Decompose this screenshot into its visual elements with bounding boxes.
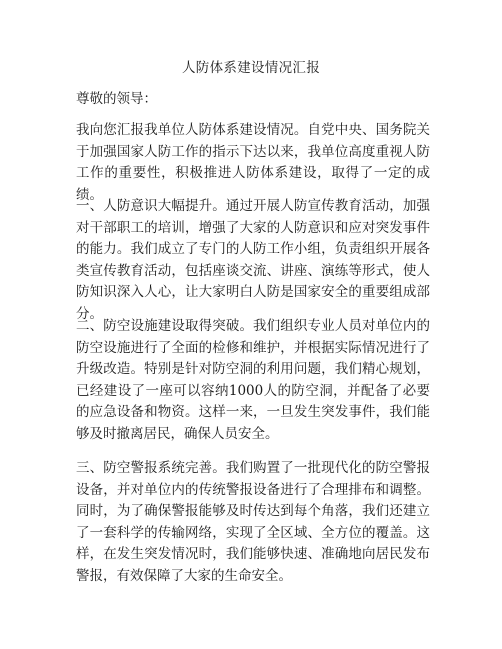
- document-title: 人防体系建设情况汇报: [182, 60, 320, 76]
- salutation: 尊敬的领导：: [76, 91, 157, 107]
- paragraph-alarm-system: 三、防空警报系统完善。我们购置了一批现代化的防空警报设备，并对单位内的传统警报设备进行了合理排布和调整。同时，为了确保警报能够及时传达到每个角落，我们还建立了一套科学的传输网络，实现了全区域、全方位的覆盖。这样，在发生突发情况时，我们能够快速、准确地向居民发布警报，有效保障了大家的生命安全。: [76, 460, 430, 584]
- paragraph-intro: 我向您汇报我单位人防体系建设情况。自党中央、国务院关于加强国家人防工作的指示下达以来，我单位高度重视人防工作的重要性，积极推进人防体系建设，取得了一定的成绩。: [76, 122, 430, 203]
- paragraph-facilities: 二、防空设施建设取得突破。我们组织专业人员对单位内的防空设施进行了全面的检修和维护，并根据实际情况进行了升级改造。特别是针对防空洞的利用问题，我们精心规划，已经建设了一座可以容纳1000人的防空洞，并配备了必要的应急设备和物资。这样一来，一旦发生突发事件，我们能够及时撤离居民，确保人员安全。: [76, 318, 430, 442]
- paragraph-awareness: 一、人防意识大幅提升。通过开展人防宣传教育活动，加强对干部职工的培训，增强了大家的人防意识和应对突发事件的能力。我们成立了专门的人防工作小组，负责组织开展各类宣传教育活动，包括座谈交流、讲座、演练等形式，使人防知识深入人心，让大家明白人防是国家安全的重要组成部分。: [76, 198, 430, 322]
